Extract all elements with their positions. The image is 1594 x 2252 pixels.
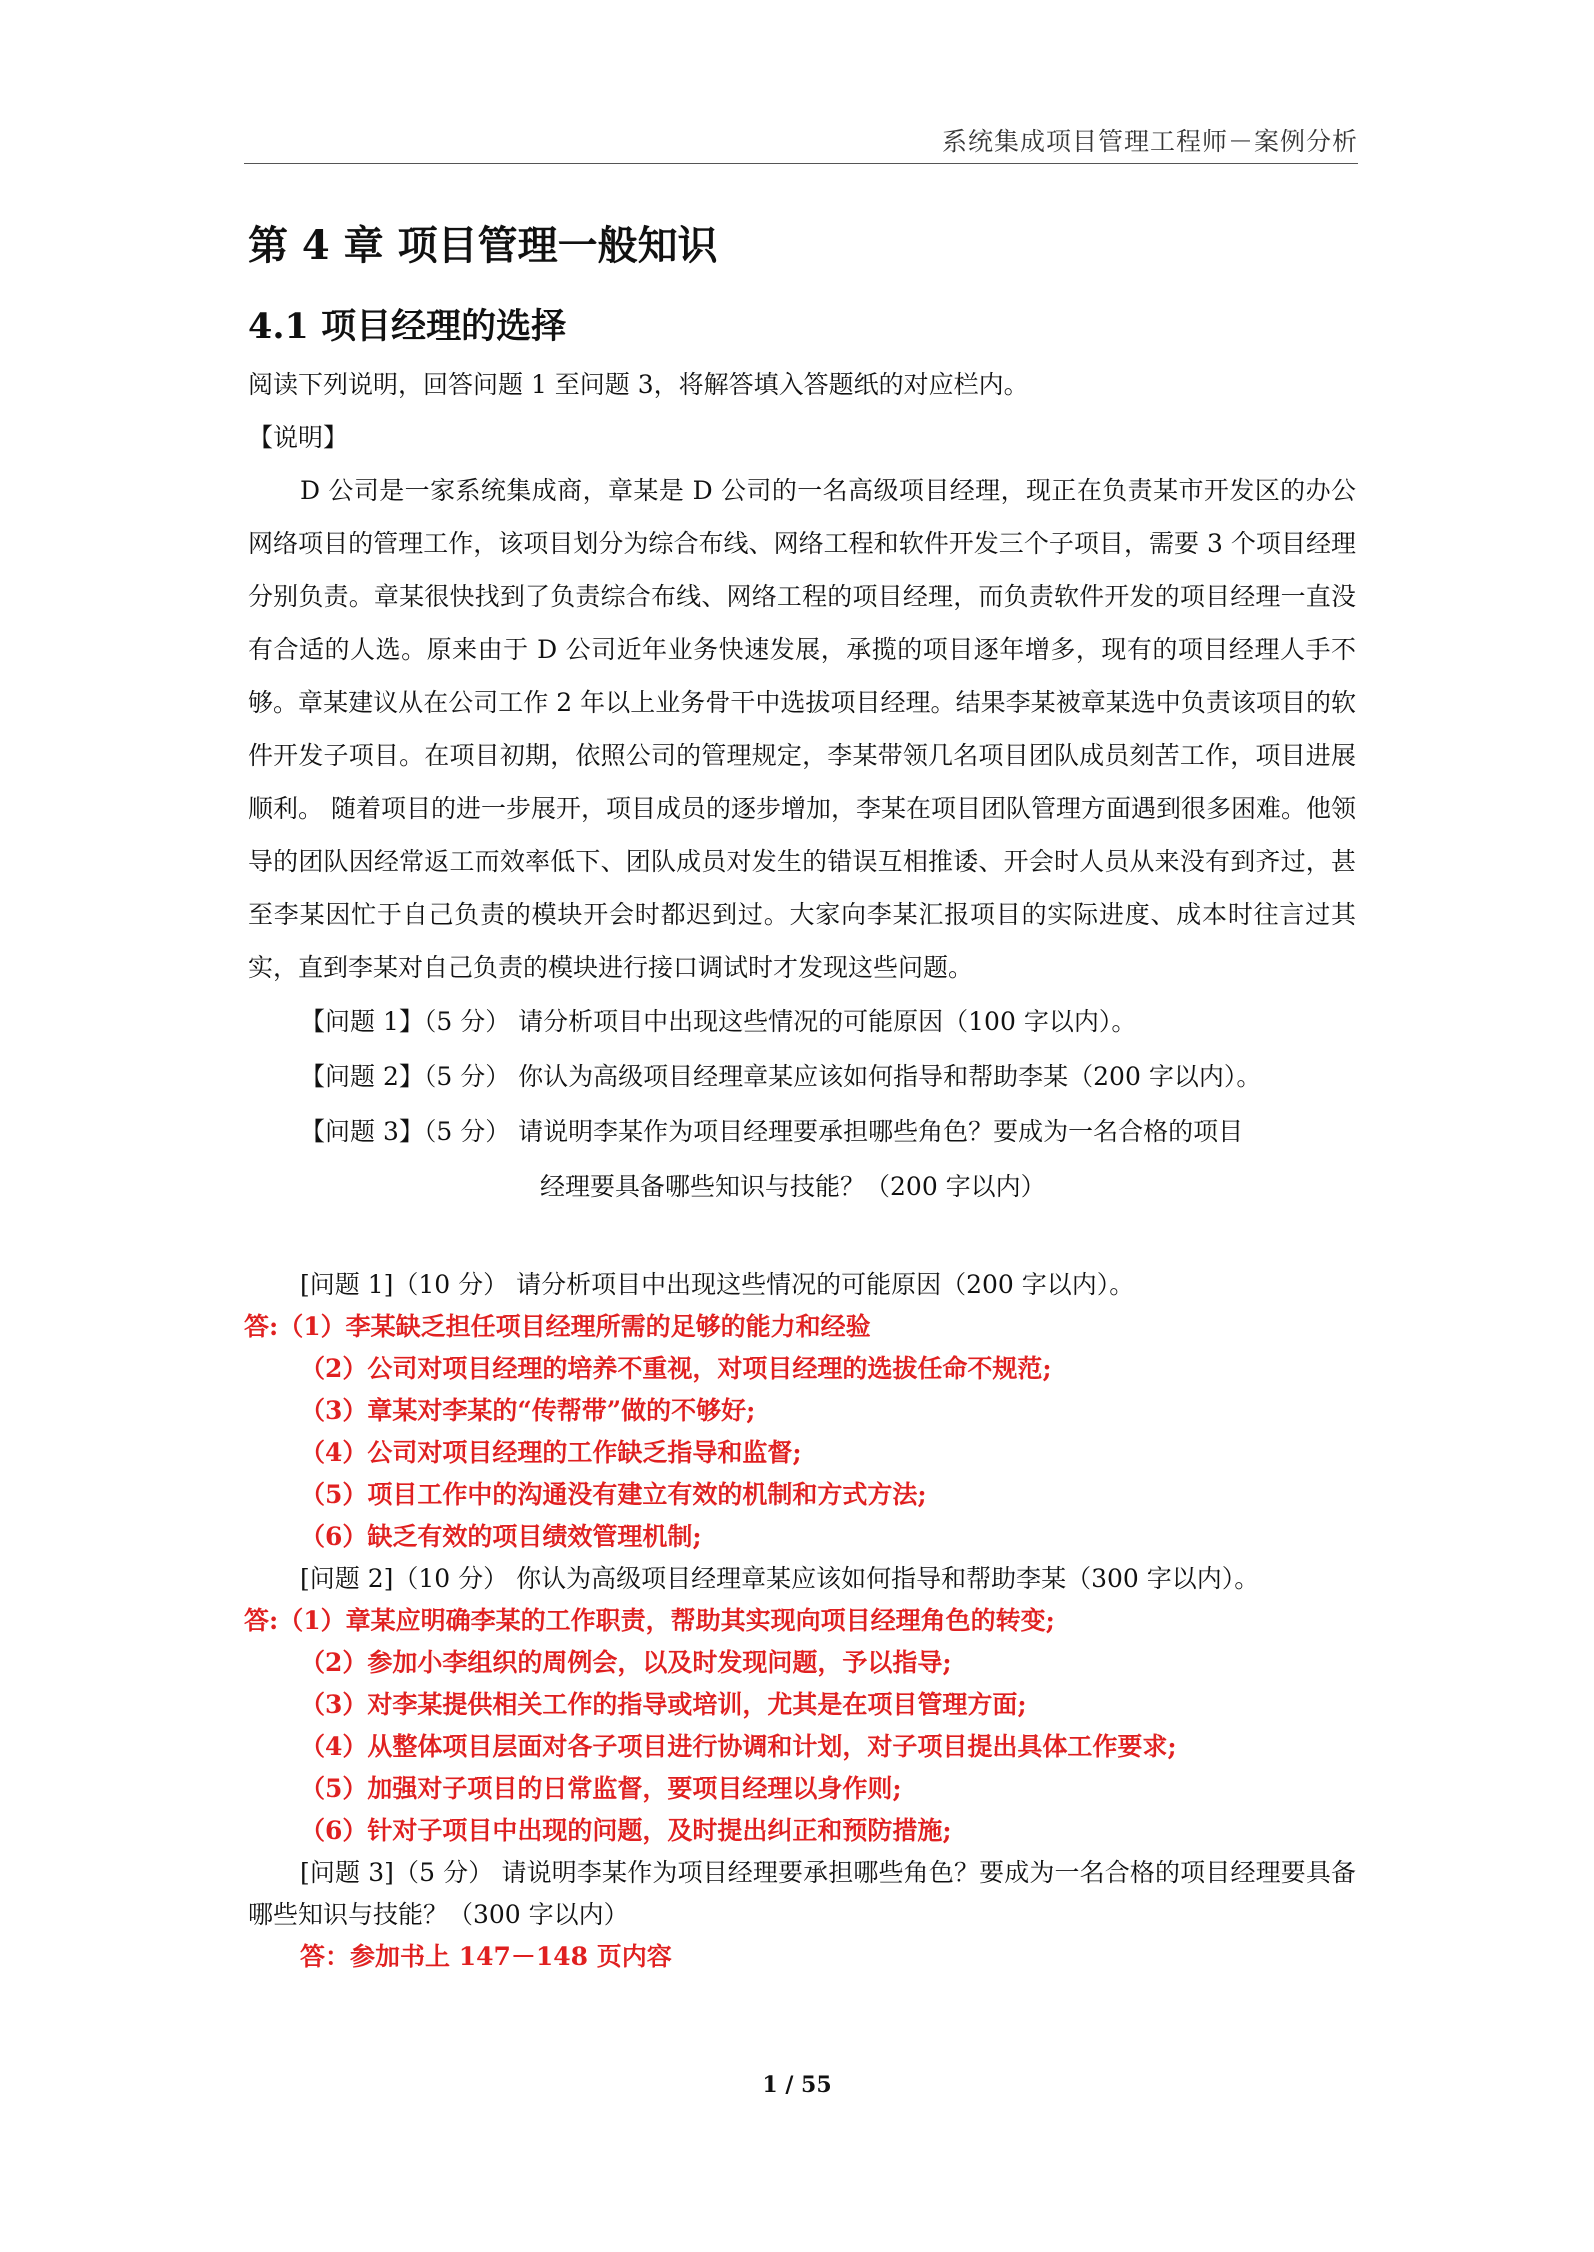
answer-q2-heading: [问题 2]（10 分） 你认为高级项目经理章某应该如何指导和帮助李某（300 字以内）。 xyxy=(300,1564,1260,1593)
section-title: 4.1 项目经理的选择 xyxy=(248,306,567,347)
question-3: 【问题 3】（5 分） 请说明李某作为项目经理要承担哪些角色？要成为一名合格的项目 xyxy=(300,1117,1244,1146)
chapter-title: 第 4 章 项目管理一般知识 xyxy=(248,222,718,269)
question-3-continued: 经理要具备哪些知识与技能？（200 字以内） xyxy=(540,1172,1046,1201)
description-label: 【说明】 xyxy=(248,423,349,452)
answer-q3-heading: [问题 3]（5 分） 请说明李某作为项目经理要承担哪些角色？要成为一名合格的项目经理要具备哪些知识与技能？（300 字以内） xyxy=(248,1858,1356,1929)
instruction-text: 阅读下列说明，回答问题 1 至问题 3，将解答填入答题纸的对应栏内。 xyxy=(248,370,1029,399)
question-2: 【问题 2】（5 分） 你认为高级项目经理章某应该如何指导和帮助李某（200 字以内）。 xyxy=(300,1062,1262,1091)
answer-q1-heading: [问题 1]（10 分） 请分析项目中出现这些情况的可能原因（200 字以内）。 xyxy=(300,1270,1135,1299)
spacer xyxy=(248,1214,1356,1264)
answer-q3-text: 答：参加书上 147－148 页内容 xyxy=(300,1942,672,1971)
answer-q2-item: （6）针对子项目中出现的问题，及时提出纠正和预防措施; xyxy=(300,1816,952,1845)
description-paragraph: D 公司是一家系统集成商，章某是 D 公司的一名高级项目经理，现正在负责某市开发区的办公网络项目的管理工作，该项目划分为综合布线、网络工程和软件开发三个子项目，需要 3 个项目经理分别负责。章某很快找到了负责综合布线、网络工程的项目经理，而负责软件开发的项目经理一直没有合适的人选。原来由于 D 公司近年业务快速发展，承揽的项目逐年增多，现有的项目经理人手不够。章某建议从在公司工作 2 年以上业务骨干中选拔项目经理。结果李某被章某选中负责该项目的软件开发子项目。在项目初期，依照公司的管理规定，李某带领几名项目团队成员刻苦工作，项目进展顺利。 随着项目的进一步展开，项目成员的逐步增加，李某在项目团队管理方面遇到很多困难。他领导的团队因经常返工而效率低下、团队成员对发生的错误互相推诿、开会时人员从来没有到齐过，甚至李某因忙于自己负责的模块开会时都迟到过。大家向李某汇报项目的实际进度、成本时往言过其实，直到李某对自己负责的模块进行接口调试时才发现这些问题。 xyxy=(248,476,1356,982)
header-rule xyxy=(244,163,1358,164)
running-header: 系统集成项目管理工程师－案例分析 xyxy=(941,127,1358,156)
page-number: 1 / 55 xyxy=(762,2072,832,2098)
answer-q1-item: （6）缺乏有效的项目绩效管理机制; xyxy=(300,1522,702,1551)
answer-q1-item: （5）项目工作中的沟通没有建立有效的机制和方式方法; xyxy=(300,1480,927,1509)
answer-q2-item: （5）加强对子项目的日常监督，要项目经理以身作则; xyxy=(300,1774,902,1803)
answer-q2-item: （4）从整体项目层面对各子项目进行协调和计划，对子项目提出具体工作要求; xyxy=(300,1732,1177,1761)
page-content xyxy=(244,210,1356,1978)
answer-q1-item: （3）章某对李某的“传帮带”做的不够好; xyxy=(300,1396,756,1425)
answer-q2-item: 答:（1）章某应明确李某的工作职责，帮助其实现向项目经理角色的转变; xyxy=(244,1606,1055,1635)
answer-q2-item: （3）对李某提供相关工作的指导或培训，尤其是在项目管理方面; xyxy=(300,1690,1027,1719)
question-1: 【问题 1】（5 分） 请分析项目中出现这些情况的可能原因（100 字以内）。 xyxy=(300,1007,1137,1036)
answer-q2-item: （2）参加小李组织的周例会，以及时发现问题，予以指导; xyxy=(300,1648,952,1677)
answer-q1-item: （4）公司对项目经理的工作缺乏指导和监督; xyxy=(300,1438,802,1467)
answer-q1-item: （2）公司对项目经理的培养不重视，对项目经理的选拔任命不规范; xyxy=(300,1354,1052,1383)
answer-q1-item: 答:（1）李某缺乏担任项目经理所需的足够的能力和经验 xyxy=(244,1312,871,1341)
